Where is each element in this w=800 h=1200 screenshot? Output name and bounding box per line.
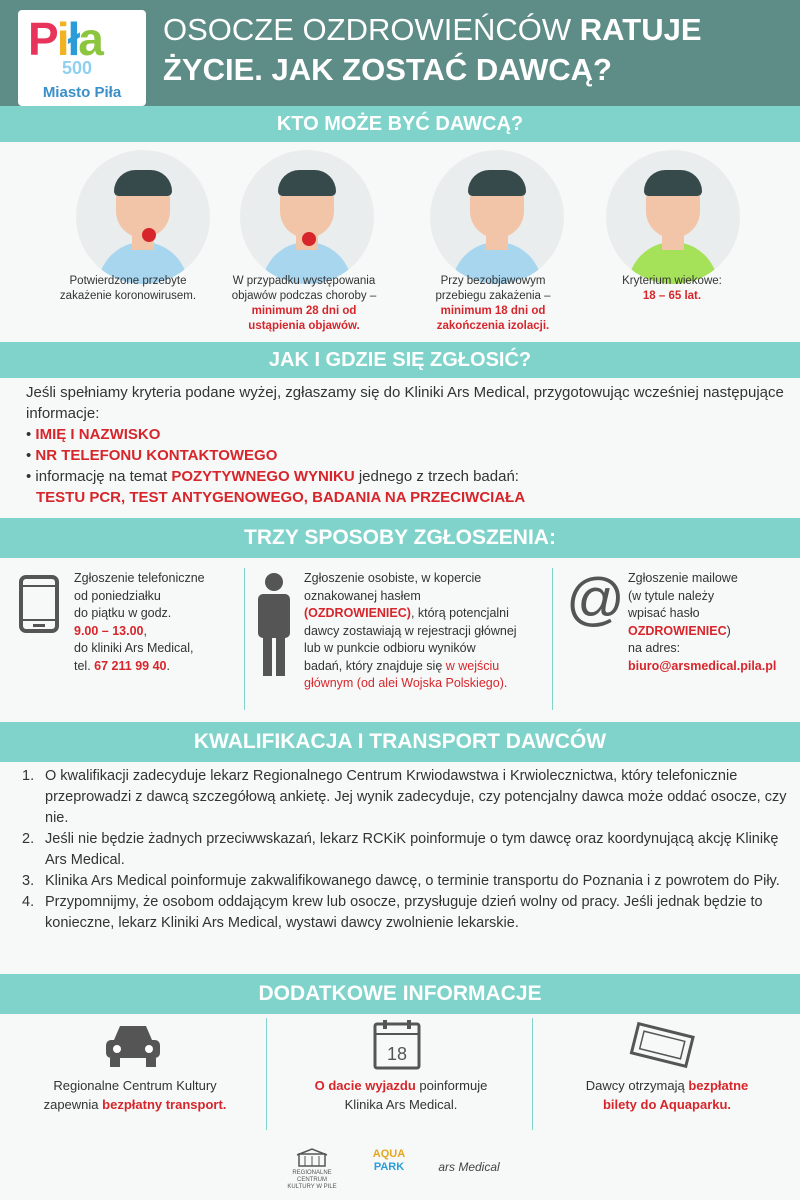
at-icon: @ xyxy=(566,567,625,632)
tests-list: TESTU PCR, TEST ANTYGENOWEGO, BADANIA NA PRZECIWCIAŁA xyxy=(36,489,526,506)
list-item: • NR TELEFONU KONTAKTOWEGO xyxy=(26,447,278,464)
how-heading: JAK I GDZIE SIĘ ZGŁOSIĆ? xyxy=(0,342,800,378)
calendar-icon xyxy=(372,1018,422,1070)
aquapark-logo: AQUA PARK xyxy=(372,1148,406,1173)
extra-text-2: O dacie wyjazdu poinformuje Klinika Ars Medical. xyxy=(314,1078,488,1112)
person-coughing-icon xyxy=(76,150,210,284)
ars-medical-logo: ars Medical xyxy=(438,1160,500,1174)
list-item: 2. Jeśli nie będzie żadnych przeciwwskazań, lekarz RCKiK poinformuje o tym dawcę oraz koordynującą akcję Klinikę Ars Medical. xyxy=(22,831,779,868)
qual-list xyxy=(22,766,792,934)
ticket-icon xyxy=(626,1020,698,1072)
who-heading: KTO MOŻE BYĆ DAWCĄ? xyxy=(0,106,800,142)
divider xyxy=(244,568,245,710)
list-item: 3. Klinika Ars Medical poinformuje zakwalifikowanego dawcę, o terminie transportu do Poznania i z powrotem do Piły. xyxy=(22,873,780,889)
list-item: • IMIĘ I NAZWISKO xyxy=(26,426,161,443)
who-item-4: Kryterium wiekowe: 18 – 65 lat. xyxy=(622,275,722,302)
divider xyxy=(532,1018,533,1130)
logo-number: 500 xyxy=(62,58,93,78)
person-age-icon xyxy=(606,150,740,284)
car-icon xyxy=(102,1020,164,1070)
person-icon xyxy=(254,572,294,678)
mail-text: Zgłoszenie mailowe (w tytule należy wpisać hasło OZDROWIENIEC) na adres: biuro@arsmedical.pila.pl xyxy=(628,570,798,675)
extra-heading: DODATKOWE INFORMACJE xyxy=(0,974,800,1014)
person-symptoms-icon xyxy=(240,150,374,284)
how-intro: Jeśli spełniamy kryteria podane wyżej, zgłaszamy się do Kliniki Ars Medical, przygotowując wcześniej następujące informacje: xyxy=(26,384,784,422)
person-asymptomatic-icon xyxy=(430,150,564,284)
list-item: • informację na temat POZYTYWNEGO WYNIKU jednego z trzech badań: xyxy=(26,468,519,485)
list-item: 1. O kwalifikacji zadecyduje lekarz Regionalnego Centrum Krwiodawstwa i Krwiolecznictwa, który telefonicznie przeprowadzi z dawcą szczegółową ankietę. Jej wynik zadecyduje, czy potencjalny dawca może oddać osocze, czy nie. xyxy=(22,768,787,826)
phone-text: Zgłoszenie telefoniczne od poniedziałku do piątku w godz. 9.00 – 13.00, do kliniki Ars Medical, tel. 67 211 99 40. xyxy=(74,571,205,673)
logo-word: Piła xyxy=(28,13,102,65)
extra-text-3: Dawcy otrzymają bezpłatne bilety do Aquaparku. xyxy=(585,1078,749,1112)
svg-text:18: 18 xyxy=(386,1044,408,1064)
divider xyxy=(266,1018,267,1130)
phone-icon xyxy=(18,574,60,634)
email-link[interactable]: biuro@arsmedical.pila.pl xyxy=(628,658,777,673)
list-item: 4. Przypomnijmy, że osobom oddającym krew lub osocze, przysługuje dzień wolny od pracy. Jeśli jednak będzie to konieczne, lekarz Kliniki Ars Medical, wystawi dawcy zwolnienie lekarskie. xyxy=(22,894,763,931)
extra-text-1: Regionalne Centrum Kultury zapewnia bezpłatny transport. xyxy=(43,1078,227,1112)
header xyxy=(0,0,800,106)
building-icon xyxy=(295,1148,329,1168)
divider xyxy=(552,568,553,710)
pila-logo xyxy=(18,10,146,106)
person-text: Zgłoszenie osobiste, w kopercie oznakowanej hasłem (OZDROWIENIEC), którą potencjalni dawcy zostawiają w rejestracji głównej lub w punkcie odbioru wyników badań, który znajduje się w wejściu głównym (od alei Wojska Polskiego). xyxy=(304,571,517,690)
who-item-1: Potwierdzone przebyte zakażenie koronowirusem. xyxy=(59,275,197,302)
who-item-2: W przypadku występowania objawów podczas choroby – minimum 28 dni od ustąpienia objawów. xyxy=(231,275,377,332)
who-item-3: Przy bezobjawowym przebiegu zakażenia – minimum 18 dni od zakończenia izolacji. xyxy=(435,275,551,332)
page-title: OSOCZE OZDROWIEŃCÓW RATUJE ŻYCIE. JAK ZOSTAĆ DAWCĄ? xyxy=(163,12,702,87)
ways-heading: TRZY SPOSOBY ZGŁOSZENIA: xyxy=(0,518,800,558)
requirements-list xyxy=(26,424,525,508)
logo-subtitle: Miasto Piła xyxy=(42,84,122,101)
rck-logo: REGIONALNE CENTRUM KULTURY W PILE xyxy=(280,1148,344,1191)
qual-heading: KWALIFIKACJA I TRANSPORT DAWCÓW xyxy=(0,722,800,762)
